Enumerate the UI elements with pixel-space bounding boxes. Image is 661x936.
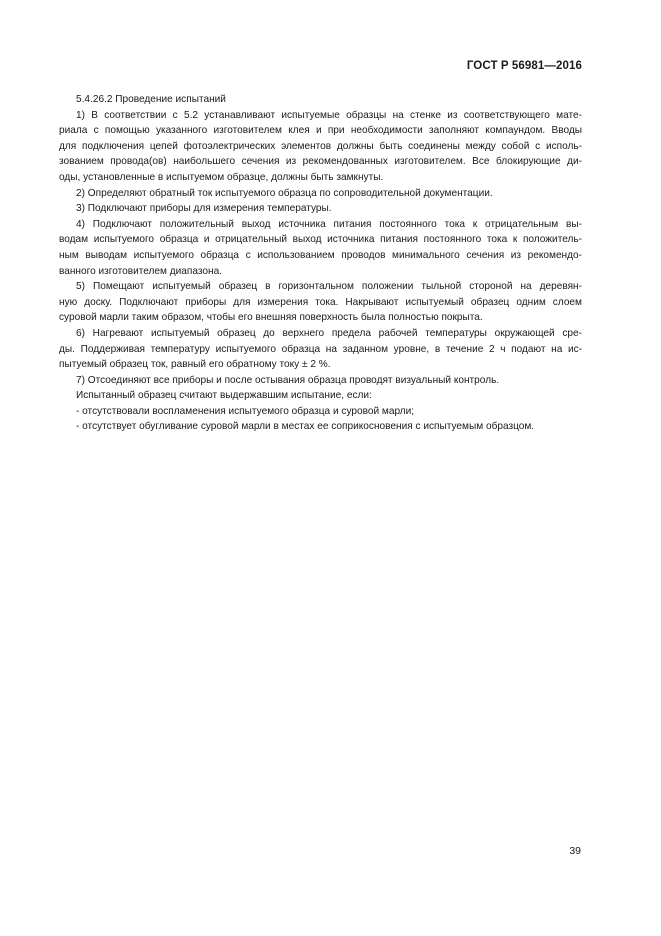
text-line: для подключения цепей фотоэлектрических элементов должны быть соединены между собой с исполь- [59,140,582,152]
list-item: - отсутствовали воспламенения испытуемого образца и суровой марли; [76,405,415,417]
text-line: водам испытуемого образца и отрицательный выход источника питания постоянного тока к положитель- [59,234,582,246]
text-line: 6) Нагревают испытуемый образец до верхнего предела рабочей температуры окружающей сре- [76,327,582,339]
text-line: суровой марли таким образом, чтобы его внешняя поверхность была полностью покрыта. [59,312,483,324]
section-title: 5.4.26.2 Проведение испытаний [76,94,226,105]
text-line: зованием провода(ов) наибольшего сечения из рекомендованных изготовителем. Все блокирующие ди- [59,156,582,168]
text-line: ным выводам испытуемого образца с использованием проводов минимального сечения из рекомендо- [59,249,582,261]
text-line: 7) Отсоединяют все приборы и после остывания образца проводят визуальный контроль. [76,374,500,386]
text-line: 2) Определяют обратный ток испытуемого образца по сопроводительной документации. [76,187,493,199]
list-item: - отсутствует обугливание суровой марли в местах ее соприкосновения с испытуемым образцом. [76,421,535,433]
text-line: пытуемый образец ток, равный его обратному току ± 2 %. [59,359,331,371]
document-body [59,92,582,435]
text-line: 1) В соответствии с 5.2 устанавливают испытуемые образцы на стенке из соответствующего мате- [76,109,582,121]
text-line: 3) Подключают приборы для измерения температуры. [76,203,332,215]
text-line: 5) Помещают испытуемый образец в горизонтальном положении тыльной стороной на деревян- [76,281,582,293]
text-line: ную доску. Подключают приборы для измерения тока. Накрывают испытуемый образец одним слоем [59,296,582,308]
text-line: оды, установленные в испытуемом образце, должны быть замкнуты. [59,171,384,183]
text-line: Испытанный образец считают выдержавшим испытание, если: [76,390,372,402]
page-number: 39 [569,845,581,857]
text-line: риала с помощью указанного изготовителем клея и при необходимости заполняют компаундом. Вводы [59,125,582,137]
document-code: ГОСТ Р 56981—2016 [466,60,582,72]
text-line: 4) Подключают положительный выход источника питания постоянного тока к отрицательным вы- [76,218,582,230]
text-line: ды. Поддерживая температуру испытуемого образца на заданном уровне, в течение 2 ч подают на ис- [59,343,582,355]
text-line: ванного изготовителем диапазона. [59,265,223,277]
